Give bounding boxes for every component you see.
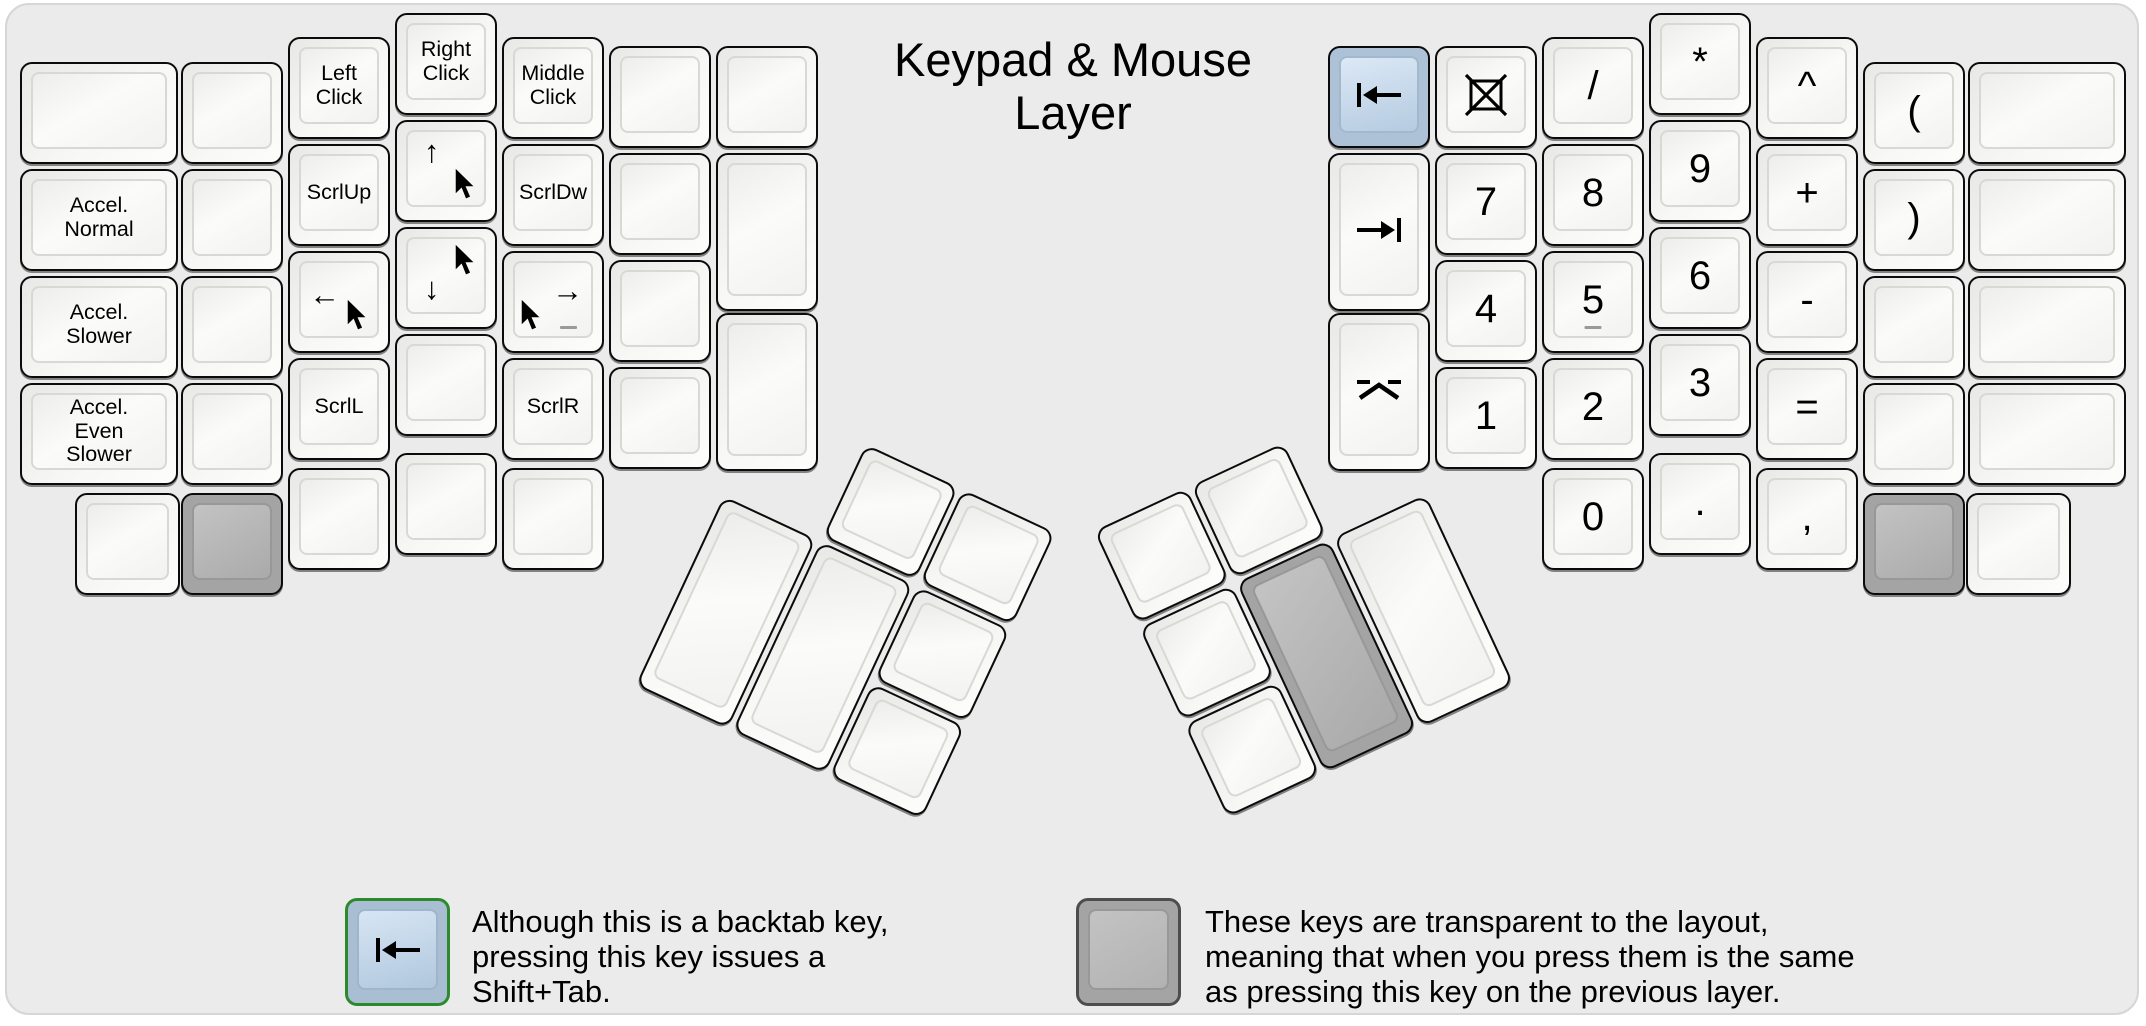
keycap: [1199, 696, 1304, 800]
keycap: [620, 163, 700, 240]
homing-bar: [560, 326, 577, 329]
keycap: [620, 377, 700, 454]
keycap: Right Click: [406, 23, 486, 100]
keycap: [31, 72, 167, 149]
key-mouse-right[interactable]: [502, 251, 604, 353]
key-accel-normal[interactable]: [20, 169, 178, 271]
keycap: [406, 344, 486, 421]
keycap: [299, 478, 379, 555]
keycap: [1979, 393, 2115, 470]
key-accel-slower[interactable]: [20, 276, 178, 378]
page-title: [894, 33, 1252, 139]
mouse-cursor-icon: [346, 299, 368, 331]
key-kp-0[interactable]: [1542, 468, 1644, 570]
keycap: 4: [1446, 270, 1526, 347]
key-blank[interactable]: [716, 153, 818, 311]
keycap: 9: [1660, 130, 1740, 207]
key-blank[interactable]: [1968, 169, 2126, 271]
keycap: [839, 458, 944, 562]
legend-backtab-key: [345, 898, 450, 1006]
keycap: *: [1660, 23, 1740, 100]
entermark-icon: [1356, 379, 1402, 401]
key-clear[interactable]: [1435, 46, 1537, 148]
legend-transparent-text: These keys are transparent to the layout, meaning that when you press them is the same as pressing this key on the previous layer.: [1205, 904, 1855, 1009]
keycap: [1108, 502, 1213, 606]
mouse-cursor-icon: [520, 299, 542, 331]
arrow-left-icon: ←: [309, 277, 340, 312]
keycap: [1977, 503, 2060, 580]
key-paren-close[interactable]: [1863, 169, 1965, 271]
keycap: [936, 503, 1041, 607]
key-left-click[interactable]: [288, 37, 390, 139]
keycap: =: [1767, 368, 1847, 445]
key-kp-5[interactable]: [1542, 251, 1644, 353]
keycap: Accel. Normal: [31, 179, 167, 256]
keycap: 2: [1553, 368, 1633, 445]
key-accel-even-slower[interactable]: [20, 383, 178, 485]
keycap: (: [1874, 72, 1954, 149]
key-blank[interactable]: [1968, 383, 2126, 485]
key-blank[interactable]: [181, 276, 283, 378]
key-kp-asterisk[interactable]: [1649, 13, 1751, 115]
keycap: Accel. Even Slower: [31, 393, 167, 470]
key-kp-comma[interactable]: [1756, 468, 1858, 570]
transparent-key-swatch: [1088, 909, 1169, 990]
keycap: [299, 261, 379, 338]
keycap: ScrlUp: [299, 154, 379, 231]
keycap: -: [1767, 261, 1847, 338]
keycap: [1874, 286, 1954, 363]
tab-icon: [1353, 217, 1405, 243]
arrow-down-icon: ↓: [424, 271, 440, 306]
page-title-line1: Keypad & Mouse: [894, 33, 1252, 86]
key-scroll-up[interactable]: [288, 144, 390, 246]
keycap: 8: [1553, 154, 1633, 231]
keycap: [727, 163, 807, 296]
key-mouse-up[interactable]: [395, 120, 497, 222]
key-kp-slash[interactable]: [1542, 37, 1644, 139]
key-scroll-left[interactable]: [288, 358, 390, 460]
key-blank[interactable]: [502, 468, 604, 570]
keycap: [192, 393, 272, 470]
keycap: Left Click: [299, 47, 379, 124]
keycap: [513, 478, 593, 555]
key-kp-3[interactable]: [1649, 334, 1751, 436]
keycap: 5: [1553, 261, 1633, 338]
key-scroll-down[interactable]: [502, 144, 604, 246]
clear-icon: [1463, 74, 1509, 116]
keycap: [1979, 179, 2115, 256]
keycap: [620, 270, 700, 347]
key-blank[interactable]: [1966, 493, 2071, 595]
key-kp-8[interactable]: [1542, 144, 1644, 246]
keycap: [1153, 599, 1258, 703]
key-tab[interactable]: [1328, 153, 1430, 311]
legend-transparent-key: [1076, 898, 1181, 1006]
backtab-icon: [357, 909, 438, 990]
key-blank[interactable]: [181, 62, 283, 164]
keycap: [1339, 56, 1419, 133]
keycap: ): [1874, 179, 1954, 256]
key-middle-click[interactable]: [502, 37, 604, 139]
key-paren-open[interactable]: [1863, 62, 1965, 164]
keycap: [1874, 503, 1954, 580]
key-blank[interactable]: [609, 367, 711, 469]
key-blank[interactable]: [75, 493, 180, 595]
key-kp-7[interactable]: [1435, 153, 1537, 255]
keycap: /: [1553, 47, 1633, 124]
keycap: .: [1660, 463, 1740, 540]
keycap: [1446, 56, 1526, 133]
keycap: [1339, 163, 1419, 296]
key-backtab[interactable]: [1328, 46, 1430, 148]
keycap: [513, 261, 593, 338]
keycap: [406, 237, 486, 314]
keycap: ScrlDw: [513, 154, 593, 231]
keycap: ^: [1767, 47, 1847, 124]
keycap: [192, 286, 272, 363]
key-kp-minus[interactable]: [1756, 251, 1858, 353]
key-blank[interactable]: [395, 453, 497, 555]
keycap: ScrlL: [299, 368, 379, 445]
keycap: 6: [1660, 237, 1740, 314]
arrow-right-icon: →: [552, 273, 583, 308]
keycap: [192, 503, 272, 580]
key-blank[interactable]: [716, 46, 818, 148]
keycap: [192, 179, 272, 256]
key-blank[interactable]: [716, 313, 818, 471]
keycap: [727, 56, 807, 133]
key-blank[interactable]: [1968, 276, 2126, 378]
key-kp-4[interactable]: [1435, 260, 1537, 362]
key-kp-period[interactable]: [1649, 453, 1751, 555]
key-blank[interactable]: [1863, 276, 1965, 378]
keycap: [1979, 286, 2115, 363]
keycap: 1: [1446, 377, 1526, 454]
legend-backtab-text: Although this is a backtab key, pressing this key issues a Shift+Tab.: [472, 904, 889, 1009]
key-scroll-right[interactable]: [502, 358, 604, 460]
keycap: [727, 323, 807, 456]
key-kp-plus[interactable]: [1756, 144, 1858, 246]
key-kp-2[interactable]: [1542, 358, 1644, 460]
keycap: Accel. Slower: [31, 286, 167, 363]
key-blank[interactable]: [20, 62, 178, 164]
key-mouse-down[interactable]: [395, 227, 497, 329]
key-blank[interactable]: [181, 383, 283, 485]
page-title-line2: Layer: [1014, 86, 1132, 139]
key-blank[interactable]: [609, 260, 711, 362]
key-blank[interactable]: [1863, 383, 1965, 485]
keycap: [1874, 393, 1954, 470]
keycap: [406, 130, 486, 207]
keycap: 0: [1553, 478, 1633, 555]
key-blank[interactable]: [181, 169, 283, 271]
keycap: ,: [1767, 478, 1847, 555]
keycap: 3: [1660, 344, 1740, 421]
keycap: [192, 72, 272, 149]
mouse-cursor-icon: [454, 244, 476, 276]
keycap: Middle Click: [513, 47, 593, 124]
key-caret[interactable]: [1756, 37, 1858, 139]
key-blank[interactable]: [395, 334, 497, 436]
key-transparent[interactable]: [181, 493, 283, 595]
key-right-click[interactable]: [395, 13, 497, 115]
keycap: [846, 697, 951, 801]
keycap: ScrlR: [513, 368, 593, 445]
keycap: [1339, 323, 1419, 456]
keycap: +: [1767, 154, 1847, 231]
key-blank[interactable]: [288, 468, 390, 570]
homing-bar: [1585, 326, 1602, 329]
keycap: [406, 463, 486, 540]
arrow-up-icon: ↑: [424, 134, 440, 169]
key-kp-equals[interactable]: [1756, 358, 1858, 460]
mouse-cursor-icon: [454, 168, 476, 200]
key-enter-mark[interactable]: [1328, 313, 1430, 471]
key-mouse-left[interactable]: [288, 251, 390, 353]
key-kp-9[interactable]: [1649, 120, 1751, 222]
keycap: [1205, 456, 1310, 560]
key-kp-6[interactable]: [1649, 227, 1751, 329]
keycap: [891, 600, 996, 704]
backtab-icon: [1353, 82, 1405, 108]
key-blank[interactable]: [609, 153, 711, 255]
key-blank[interactable]: [609, 46, 711, 148]
keycap: [86, 503, 169, 580]
key-transparent[interactable]: [1863, 493, 1965, 595]
key-blank[interactable]: [1968, 62, 2126, 164]
keycap: [620, 56, 700, 133]
keycap: [1979, 72, 2115, 149]
key-kp-1[interactable]: [1435, 367, 1537, 469]
keycap: 7: [1446, 163, 1526, 240]
